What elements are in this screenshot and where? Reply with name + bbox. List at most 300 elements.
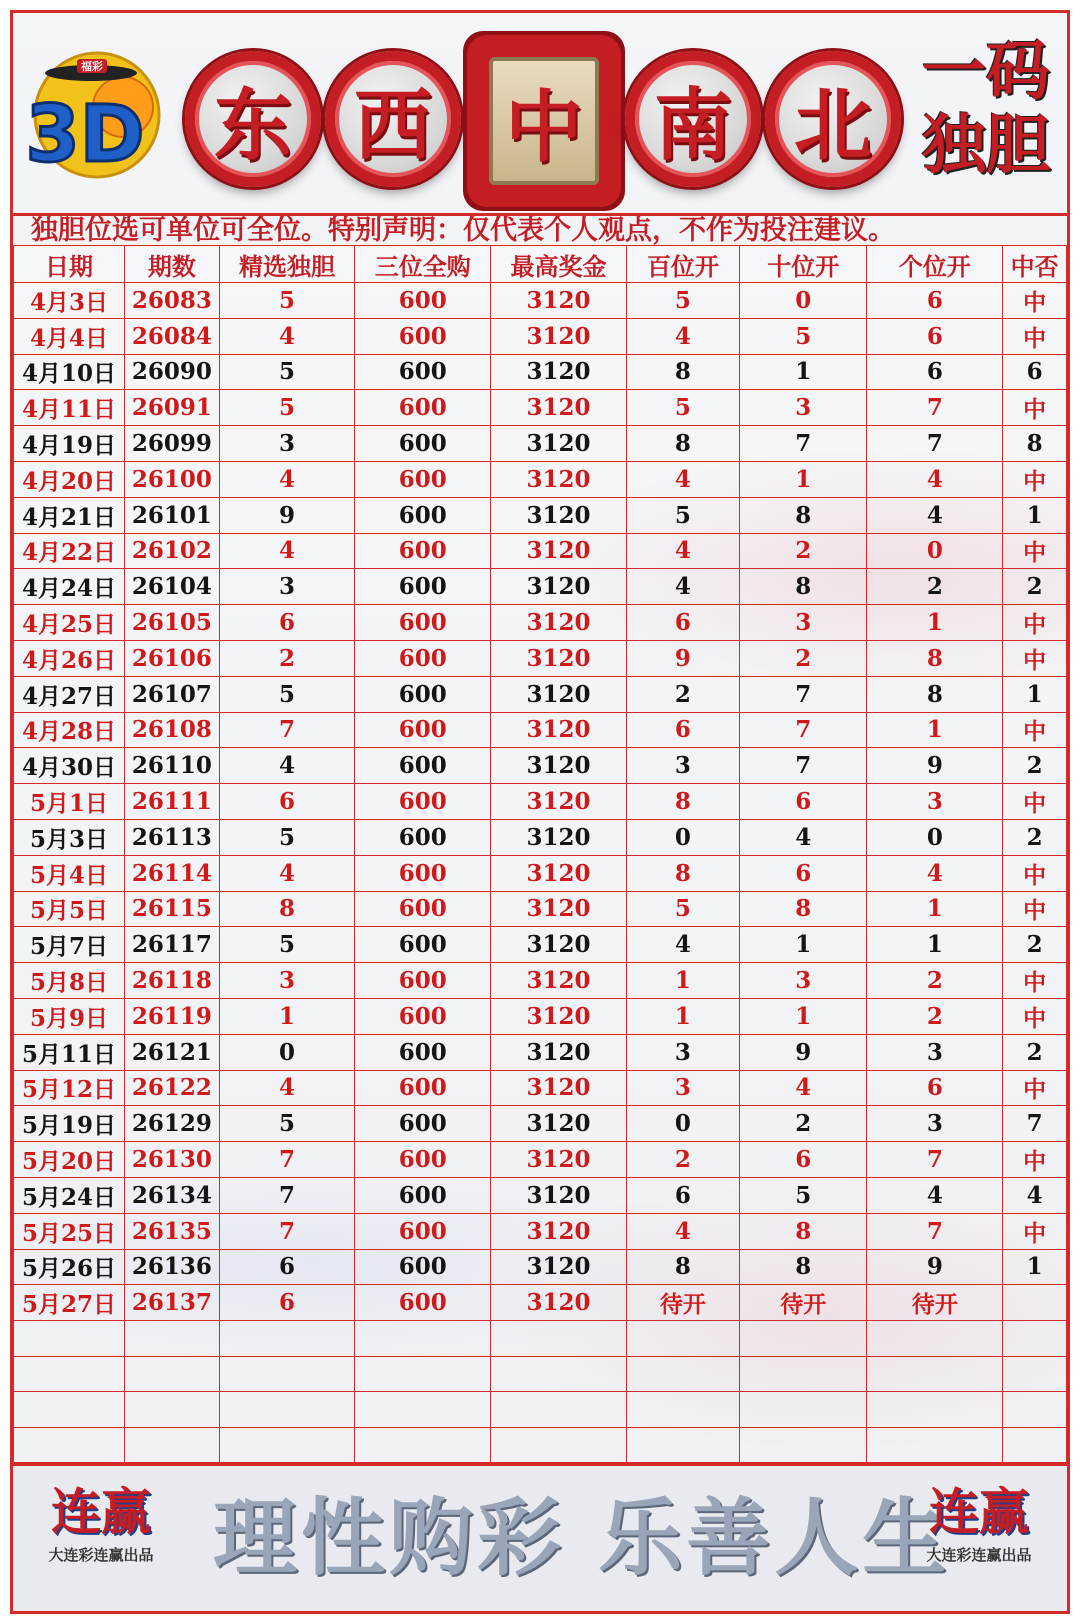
empty-cell: [626, 1356, 739, 1392]
cell-issue: 26106: [125, 640, 220, 676]
cell-date: 5月5日: [14, 891, 125, 927]
cell-pick: 4: [219, 1070, 355, 1106]
cell-pick: 5: [219, 283, 355, 319]
footer: [13, 1463, 1067, 1611]
cell-hundreds: 0: [626, 819, 739, 855]
cell-full-buy: 600: [355, 318, 491, 354]
empty-cell: [125, 1321, 220, 1357]
cell-full-buy: 600: [355, 390, 491, 426]
cell-issue: 26114: [125, 855, 220, 891]
table-row: [14, 318, 1067, 354]
brand-right-logo: 连赢: [929, 1483, 1029, 1541]
cell-hundreds: 待开: [626, 1285, 739, 1321]
cell-issue: 26091: [125, 390, 220, 426]
cell-max-prize: 3120: [491, 1177, 627, 1213]
table-row: [14, 891, 1067, 927]
cell-issue: 26107: [125, 676, 220, 712]
cell-units: 7: [867, 1142, 1003, 1178]
table-row: [14, 426, 1067, 462]
table-row: [14, 1213, 1067, 1249]
cell-date: 4月27日: [14, 676, 125, 712]
empty-cell: [355, 1427, 491, 1463]
cell-hundreds: 8: [626, 426, 739, 462]
table-row: [14, 712, 1067, 748]
cell-tens: 7: [739, 748, 867, 784]
empty-cell: [1003, 1392, 1067, 1428]
cell-tens: 0: [739, 283, 867, 319]
cell-pick: 6: [219, 1249, 355, 1285]
cell-max-prize: 3120: [491, 891, 627, 927]
table-row: [14, 676, 1067, 712]
cell-pick: 5: [219, 927, 355, 963]
side-title-line1: 一码: [922, 35, 1050, 109]
cell-units: 6: [867, 1070, 1003, 1106]
cell-tens: 4: [739, 1070, 867, 1106]
cell-max-prize: 3120: [491, 927, 627, 963]
cell-max-prize: 3120: [491, 819, 627, 855]
table-row: [14, 1070, 1067, 1106]
title-char-north: 北: [765, 51, 901, 187]
header-full-buy: 三位全购: [355, 246, 491, 283]
header-units: 个位开: [867, 246, 1003, 283]
cell-units: 2: [867, 569, 1003, 605]
table-row: [14, 497, 1067, 533]
cell-issue: 26121: [125, 1034, 220, 1070]
empty-cell: [867, 1356, 1003, 1392]
header-max-prize: 最高奖金: [491, 246, 627, 283]
cell-units: 4: [867, 1177, 1003, 1213]
cell-max-prize: 3120: [491, 461, 627, 497]
table-row: [14, 819, 1067, 855]
cell-full-buy: 600: [355, 963, 491, 999]
cell-units: 1: [867, 712, 1003, 748]
cell-issue: 26101: [125, 497, 220, 533]
table-row: [14, 855, 1067, 891]
cell-tens: 7: [739, 676, 867, 712]
empty-cell: [626, 1427, 739, 1463]
cell-issue: 26108: [125, 712, 220, 748]
cell-tens: 2: [739, 1106, 867, 1142]
cell-max-prize: 3120: [491, 1142, 627, 1178]
cell-units: 3: [867, 784, 1003, 820]
cell-full-buy: 600: [355, 1106, 491, 1142]
cell-tens: 1: [739, 354, 867, 390]
cell-max-prize: 3120: [491, 1285, 627, 1321]
cell-tens: 3: [739, 963, 867, 999]
cell-tens: 2: [739, 640, 867, 676]
cell-full-buy: 600: [355, 998, 491, 1034]
empty-cell: [125, 1427, 220, 1463]
brand-right-sub: 大连彩连赢出品: [926, 1546, 1032, 1564]
cell-issue: 26118: [125, 963, 220, 999]
table-row: [14, 1285, 1067, 1321]
cell-pick: 6: [219, 605, 355, 641]
cell-units: 6: [867, 354, 1003, 390]
cell-hundreds: 2: [626, 1142, 739, 1178]
cell-result: 中: [1003, 998, 1067, 1034]
cell-result: 2: [1003, 569, 1067, 605]
cell-result: 中: [1003, 784, 1067, 820]
cell-hundreds: 3: [626, 748, 739, 784]
cell-date: 5月3日: [14, 819, 125, 855]
cell-units: 待开: [867, 1285, 1003, 1321]
cell-tens: 6: [739, 855, 867, 891]
cell-result: 8: [1003, 426, 1067, 462]
cell-max-prize: 3120: [491, 354, 627, 390]
cell-issue: 26110: [125, 748, 220, 784]
cell-pick: 6: [219, 784, 355, 820]
cell-date: 5月27日: [14, 1285, 125, 1321]
cell-hundreds: 6: [626, 605, 739, 641]
cell-tens: 8: [739, 1249, 867, 1285]
cell-issue: 26100: [125, 461, 220, 497]
cell-max-prize: 3120: [491, 605, 627, 641]
svg-text:福彩: 福彩: [81, 60, 103, 73]
empty-cell: [1003, 1427, 1067, 1463]
empty-cell: [867, 1321, 1003, 1357]
cell-issue: 26136: [125, 1249, 220, 1285]
cell-units: 9: [867, 748, 1003, 784]
empty-row: [14, 1356, 1067, 1392]
cell-tens: 2: [739, 533, 867, 569]
cell-max-prize: 3120: [491, 640, 627, 676]
cell-hundreds: 5: [626, 390, 739, 426]
cell-max-prize: 3120: [491, 1249, 627, 1285]
cell-result: 中: [1003, 318, 1067, 354]
cell-hundreds: 5: [626, 497, 739, 533]
cell-max-prize: 3120: [491, 283, 627, 319]
cell-tens: 3: [739, 605, 867, 641]
cell-date: 4月25日: [14, 605, 125, 641]
slogan: 理性购彩 乐善人生: [213, 1489, 951, 1587]
cell-full-buy: 600: [355, 1070, 491, 1106]
cell-result: 中: [1003, 891, 1067, 927]
cell-hundreds: 4: [626, 461, 739, 497]
cell-issue: 26119: [125, 998, 220, 1034]
cell-tens: 1: [739, 461, 867, 497]
cell-units: 0: [867, 819, 1003, 855]
cell-date: 5月1日: [14, 784, 125, 820]
empty-cell: [626, 1321, 739, 1357]
cell-tens: 5: [739, 1177, 867, 1213]
cell-tens: 1: [739, 927, 867, 963]
cell-max-prize: 3120: [491, 963, 627, 999]
empty-cell: [355, 1321, 491, 1357]
header-tens: 十位开: [739, 246, 867, 283]
cell-max-prize: 3120: [491, 676, 627, 712]
cell-pick: 4: [219, 855, 355, 891]
cell-units: 7: [867, 1213, 1003, 1249]
cell-full-buy: 600: [355, 1285, 491, 1321]
cell-tens: 7: [739, 712, 867, 748]
cell-max-prize: 3120: [491, 1070, 627, 1106]
table-row: [14, 998, 1067, 1034]
cell-pick: 5: [219, 1106, 355, 1142]
empty-cell: [125, 1356, 220, 1392]
cell-pick: 5: [219, 390, 355, 426]
cell-tens: 3: [739, 390, 867, 426]
cell-date: 4月4日: [14, 318, 125, 354]
cell-max-prize: 3120: [491, 855, 627, 891]
header-result: 中否: [1003, 246, 1067, 283]
cell-result: 中: [1003, 605, 1067, 641]
empty-cell: [867, 1427, 1003, 1463]
cell-units: 9: [867, 1249, 1003, 1285]
cell-issue: 26134: [125, 1177, 220, 1213]
cell-result: 4: [1003, 1177, 1067, 1213]
cell-full-buy: 600: [355, 1213, 491, 1249]
empty-cell: [1003, 1356, 1067, 1392]
empty-cell: [125, 1392, 220, 1428]
cell-pick: 7: [219, 1142, 355, 1178]
cell-full-buy: 600: [355, 533, 491, 569]
cell-result: 6: [1003, 354, 1067, 390]
cell-pick: 7: [219, 1177, 355, 1213]
cell-tens: 8: [739, 891, 867, 927]
table-row: [14, 354, 1067, 390]
title-char-west: 西: [325, 51, 461, 187]
cell-tens: 4: [739, 819, 867, 855]
empty-cell: [867, 1392, 1003, 1428]
cell-max-prize: 3120: [491, 533, 627, 569]
results-table-wrap: [13, 245, 1067, 1463]
cell-max-prize: 3120: [491, 318, 627, 354]
empty-cell: [219, 1427, 355, 1463]
empty-cell: [219, 1321, 355, 1357]
cell-pick: 8: [219, 891, 355, 927]
cell-units: 7: [867, 426, 1003, 462]
table-row: [14, 1034, 1067, 1070]
cell-result: 1: [1003, 1249, 1067, 1285]
cell-result: 中: [1003, 1070, 1067, 1106]
cell-date: 5月9日: [14, 998, 125, 1034]
cell-tens: 1: [739, 998, 867, 1034]
table-row: [14, 461, 1067, 497]
cell-full-buy: 600: [355, 640, 491, 676]
cell-date: 5月7日: [14, 927, 125, 963]
empty-row: [14, 1427, 1067, 1463]
empty-cell: [739, 1392, 867, 1428]
cell-issue: 26102: [125, 533, 220, 569]
cell-hundreds: 6: [626, 1177, 739, 1213]
empty-cell: [491, 1321, 627, 1357]
cell-units: 0: [867, 533, 1003, 569]
cell-result: 中: [1003, 640, 1067, 676]
cell-tens: 待开: [739, 1285, 867, 1321]
cell-issue: 26130: [125, 1142, 220, 1178]
table-row: [14, 784, 1067, 820]
cell-date: 5月12日: [14, 1070, 125, 1106]
cell-result: 中: [1003, 855, 1067, 891]
cell-max-prize: 3120: [491, 712, 627, 748]
cell-date: 4月21日: [14, 497, 125, 533]
cell-issue: 26099: [125, 426, 220, 462]
cell-pick: 2: [219, 640, 355, 676]
cell-tens: 8: [739, 1213, 867, 1249]
cell-issue: 26104: [125, 569, 220, 605]
cell-units: 2: [867, 963, 1003, 999]
empty-cell: [739, 1427, 867, 1463]
cell-issue: 26105: [125, 605, 220, 641]
cell-tens: 6: [739, 1142, 867, 1178]
empty-cell: [355, 1392, 491, 1428]
empty-cell: [219, 1356, 355, 1392]
cell-max-prize: 3120: [491, 998, 627, 1034]
cell-hundreds: 6: [626, 712, 739, 748]
cell-issue: 26122: [125, 1070, 220, 1106]
cell-max-prize: 3120: [491, 390, 627, 426]
svg-text:3D: 3D: [27, 90, 145, 180]
cell-issue: 26111: [125, 784, 220, 820]
empty-cell: [739, 1321, 867, 1357]
cell-result: 2: [1003, 1034, 1067, 1070]
cell-pick: 5: [219, 819, 355, 855]
cell-hundreds: 5: [626, 891, 739, 927]
cell-date: 4月19日: [14, 426, 125, 462]
cell-tens: 7: [739, 426, 867, 462]
cell-tens: 8: [739, 569, 867, 605]
header-issue: 期数: [125, 246, 220, 283]
cell-result: 中: [1003, 1213, 1067, 1249]
table-row: [14, 569, 1067, 605]
cell-hundreds: 3: [626, 1034, 739, 1070]
cell-issue: 26117: [125, 927, 220, 963]
table-row: [14, 640, 1067, 676]
side-title: [911, 35, 1061, 195]
table-row: [14, 1142, 1067, 1178]
cell-result: 中: [1003, 1142, 1067, 1178]
cell-full-buy: 600: [355, 426, 491, 462]
cell-pick: 4: [219, 533, 355, 569]
cell-units: 3: [867, 1034, 1003, 1070]
cell-hundreds: 1: [626, 998, 739, 1034]
header-hundreds: 百位开: [626, 246, 739, 283]
cell-date: 5月11日: [14, 1034, 125, 1070]
cell-full-buy: 600: [355, 891, 491, 927]
cell-hundreds: 4: [626, 318, 739, 354]
cell-hundreds: 4: [626, 533, 739, 569]
cell-date: 4月26日: [14, 640, 125, 676]
cell-hundreds: 8: [626, 784, 739, 820]
cell-hundreds: 2: [626, 676, 739, 712]
cell-date: 4月28日: [14, 712, 125, 748]
cell-issue: 26084: [125, 318, 220, 354]
lottery-3d-logo: [27, 43, 167, 183]
empty-row: [14, 1392, 1067, 1428]
cell-date: 5月20日: [14, 1142, 125, 1178]
cell-result: 1: [1003, 676, 1067, 712]
cell-result: 中: [1003, 533, 1067, 569]
table-row: [14, 533, 1067, 569]
cell-hundreds: 4: [626, 927, 739, 963]
cell-units: 1: [867, 605, 1003, 641]
cell-pick: 7: [219, 712, 355, 748]
cell-max-prize: 3120: [491, 784, 627, 820]
cell-result: [1003, 1285, 1067, 1321]
title-char-south: 南: [625, 51, 761, 187]
empty-cell: [219, 1392, 355, 1428]
cell-max-prize: 3120: [491, 1213, 627, 1249]
cell-issue: 26115: [125, 891, 220, 927]
cell-hundreds: 8: [626, 1249, 739, 1285]
cell-date: 4月3日: [14, 283, 125, 319]
cell-issue: 26135: [125, 1213, 220, 1249]
table-row: [14, 605, 1067, 641]
cell-date: 4月24日: [14, 569, 125, 605]
empty-cell: [1003, 1321, 1067, 1357]
cell-hundreds: 1: [626, 963, 739, 999]
cell-date: 4月11日: [14, 390, 125, 426]
cell-units: 1: [867, 927, 1003, 963]
cell-max-prize: 3120: [491, 1034, 627, 1070]
empty-cell: [491, 1356, 627, 1392]
cell-date: 5月19日: [14, 1106, 125, 1142]
title-characters: [185, 41, 905, 191]
header-date: 日期: [14, 246, 125, 283]
cell-date: 5月8日: [14, 963, 125, 999]
cell-hundreds: 5: [626, 283, 739, 319]
table-row: [14, 283, 1067, 319]
cell-max-prize: 3120: [491, 1106, 627, 1142]
cell-full-buy: 600: [355, 855, 491, 891]
cell-pick: 9: [219, 497, 355, 533]
cell-full-buy: 600: [355, 1034, 491, 1070]
cell-hundreds: 9: [626, 640, 739, 676]
cell-tens: 5: [739, 318, 867, 354]
cell-full-buy: 600: [355, 605, 491, 641]
cell-hundreds: 4: [626, 1213, 739, 1249]
table-row: [14, 748, 1067, 784]
cell-issue: 26090: [125, 354, 220, 390]
table-row: [14, 1106, 1067, 1142]
table-header-row: [14, 246, 1067, 283]
cell-units: 6: [867, 283, 1003, 319]
empty-cell: [491, 1427, 627, 1463]
empty-cell: [14, 1427, 125, 1463]
cell-units: 1: [867, 891, 1003, 927]
cell-full-buy: 600: [355, 283, 491, 319]
cell-full-buy: 600: [355, 784, 491, 820]
table-row: [14, 1249, 1067, 1285]
table-row: [14, 1177, 1067, 1213]
cell-result: 2: [1003, 748, 1067, 784]
cell-full-buy: 600: [355, 461, 491, 497]
cell-date: 5月25日: [14, 1213, 125, 1249]
cell-result: 中: [1003, 390, 1067, 426]
cell-pick: 3: [219, 569, 355, 605]
cell-units: 3: [867, 1106, 1003, 1142]
empty-cell: [14, 1356, 125, 1392]
cell-date: 4月10日: [14, 354, 125, 390]
cell-hundreds: 0: [626, 1106, 739, 1142]
table-row: [14, 963, 1067, 999]
cell-result: 2: [1003, 819, 1067, 855]
cell-units: 6: [867, 318, 1003, 354]
cell-date: 5月24日: [14, 1177, 125, 1213]
cell-result: 1: [1003, 497, 1067, 533]
cell-full-buy: 600: [355, 354, 491, 390]
cell-pick: 4: [219, 318, 355, 354]
header-pick: 精选独胆: [219, 246, 355, 283]
header: [13, 13, 1067, 211]
cell-full-buy: 600: [355, 676, 491, 712]
cell-issue: 26113: [125, 819, 220, 855]
empty-cell: [14, 1321, 125, 1357]
empty-cell: [14, 1392, 125, 1428]
cell-units: 7: [867, 390, 1003, 426]
poster-frame: [10, 10, 1070, 1614]
cell-pick: 5: [219, 354, 355, 390]
